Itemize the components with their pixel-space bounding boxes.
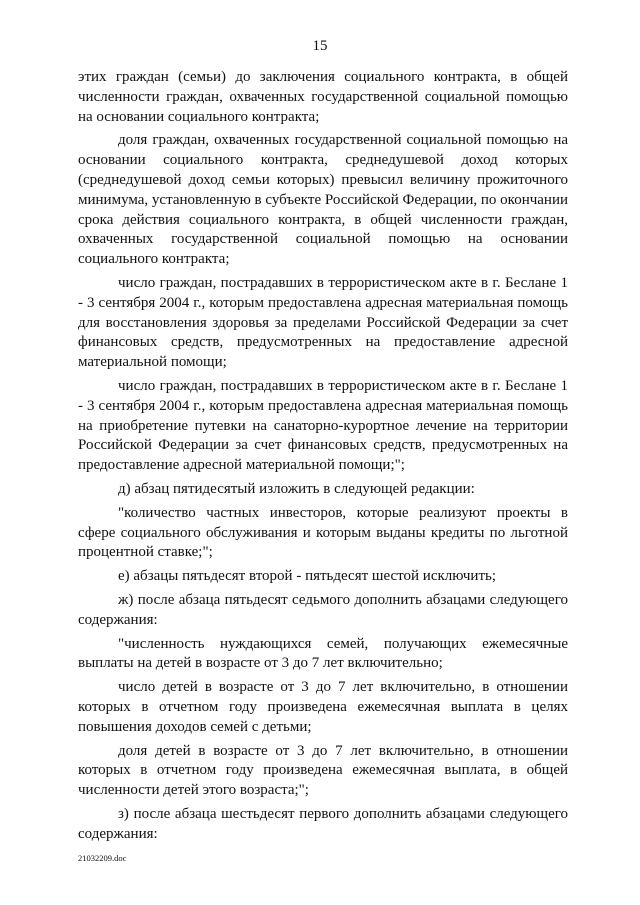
paragraph-7: е) абзацы пятьдесят второй - пятьдесят шестой исключить;: [118, 568, 497, 585]
paragraph-6: "количество частных инвесторов, которые реализуют проекты в сфере социального обслуживания и которым выданы кредиты по льготной процентной ставке;";: [78, 504, 568, 561]
paragraph-11: доля детей в возрасте от 3 до 7 лет включительно, в отношении которых в отчетном году произведена ежемесячная выплата, в общей численности детей этого возраста;";: [78, 742, 568, 799]
paragraph-10: число детей в возрасте от 3 до 7 лет включительно, в отношении которых в отчетном году произведена ежемесячная выплата в целях повышения доходов семей с детьми;: [78, 679, 568, 735]
paragraph-2: доля граждан, охваченных государственной социальной помощью на основании социального контракта, среднедушевой доход которых (среднедушевой доход семьи которых) превысил величину прожиточного минимума, установленную в субъекте Российской Федерации, по окончании срока действия социального контракта, в общей численности граждан, охваченных государственной социальной помощью на основании социального контракта;: [78, 132, 568, 268]
paragraph-3: число граждан, пострадавших в террористическом акте в г. Беслане 1 - 3 сентября 2004 г., которым предоставлена адресная материальная помощь для восстановления здоровья за пределами Российской Федерации за счет финансовых средств, предусмотренных на предоставление адресной материальной помощи;: [78, 274, 568, 371]
paragraph-8: ж) после абзаца пятьдесят седьмого дополнить абзацами следующего содержания:: [78, 591, 568, 628]
paragraph-4: число граждан, пострадавших в террористическом акте в г. Беслане 1 - 3 сентября 2004 г., которым предоставлена адресная материальная помощь на приобретение путевки на санаторно-курортное лечение на территории Российской Федерации за счет финансовых средств, предусмотренных на предоставление адресной материальной помощи;";: [78, 377, 568, 474]
paragraph-1: этих граждан (семьи) до заключения социального контракта, в общей численности граждан, охваченных государственной социальной помощью на основании социального контракта;: [78, 69, 568, 125]
paragraph-5: д) абзац пятидесятый изложить в следующей редакции:: [118, 480, 475, 497]
paragraph-12: з) после абзаца шестьдесят первого дополнить абзацами следующего содержания:: [78, 805, 568, 842]
page-number: 15: [312, 38, 328, 54]
document-body: [78, 68, 568, 848]
paragraph-9: "численность нуждающихся семей, получающих ежемесячные выплаты на детей в возрасте от 3 до 7 лет включительно;: [78, 635, 568, 672]
footer-filename: 21032209.doc: [78, 853, 127, 863]
